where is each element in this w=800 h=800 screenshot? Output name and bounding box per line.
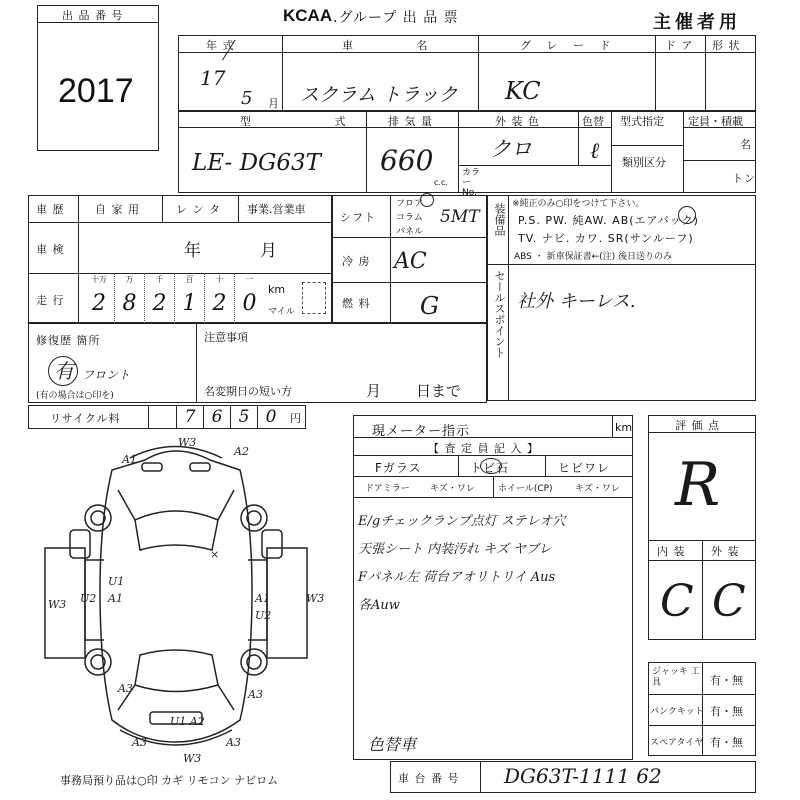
color-label: 外 装 色 xyxy=(495,115,540,128)
year-unit: 月 xyxy=(268,97,280,110)
mileage-unit-label: 十 xyxy=(215,275,224,284)
mileage-digit: 1 xyxy=(182,291,197,316)
model-value: LE- DG63T xyxy=(192,150,321,176)
persons-unit: 名 xyxy=(740,138,752,151)
mirror-label: ドアミラー xyxy=(365,484,410,494)
interior-label: 内 装 xyxy=(657,545,686,558)
capacity-label: 定員・積載 xyxy=(688,115,743,128)
shift-panel[interactable]: パネル xyxy=(396,227,424,237)
sales-point-text: 社外 キーレス. xyxy=(517,291,636,312)
mileage-digit-cell xyxy=(234,273,264,323)
mileage-digit: 2 xyxy=(212,291,227,316)
spare-label: スペアタイヤ xyxy=(650,738,704,748)
diagram-mark-x: × xyxy=(210,548,220,561)
recycle-digits xyxy=(176,405,284,429)
inspection-label: 車 検 xyxy=(36,243,65,256)
history-option-rental[interactable]: レ ン タ xyxy=(176,203,221,216)
meter-unit: km xyxy=(615,421,633,434)
puncture-label: パンクキット xyxy=(650,707,704,717)
equipment-line2[interactable]: TV. ナビ. カワ. SR(サンルーフ) xyxy=(518,232,694,245)
doors-label: ド ア xyxy=(665,39,694,52)
inspection-month-unit: 月 xyxy=(260,241,277,261)
glass-crack[interactable]: ヒビワレ xyxy=(558,461,611,475)
inspector-header: 【 査 定 員 記 入 】 xyxy=(428,442,539,455)
diagram-mark-a3-right: A3 xyxy=(248,688,263,701)
repair-value-note: フロント xyxy=(82,368,131,382)
shift-label: シフト xyxy=(340,211,376,224)
color-code-value: ℓ xyxy=(590,139,600,164)
recycle-label: リサイクル料 xyxy=(50,412,121,425)
mileage-grid xyxy=(84,273,264,323)
inspector-footer-note: 色替車 xyxy=(368,735,417,754)
brand-logo: KCAA xyxy=(283,6,333,25)
diagram-mark-a3-bottom-left: A3 xyxy=(132,736,147,749)
mileage-digit-cell xyxy=(204,273,234,323)
repair-value: 有 xyxy=(54,359,74,383)
meter-label: 現メーター指示 xyxy=(372,424,471,439)
lot-label: 出 品 番 号 xyxy=(62,9,124,22)
spare-value[interactable]: 有・無 xyxy=(710,736,743,749)
diagram-footer: 事務局預り品は○印 カギ リモコン ナビロム xyxy=(60,774,279,787)
evaluation-score: R xyxy=(675,450,721,520)
tons-unit: トン xyxy=(732,172,756,185)
diagram-mark-w3-left: W3 xyxy=(48,598,67,611)
mileage-digit: 0 xyxy=(242,291,257,316)
colorno-label: カラー No. xyxy=(462,168,481,198)
class-label: 類別区分 xyxy=(622,156,666,169)
year-value: 17 xyxy=(200,66,226,90)
glass-label: Fガラス xyxy=(375,461,422,475)
recycle-unit: 円 xyxy=(290,412,302,425)
color-code-label: 色替 xyxy=(582,115,604,128)
evaluation-label: 評 価 点 xyxy=(675,419,720,432)
wheel-label: ホイール(CP) xyxy=(498,484,553,494)
jack-value[interactable]: 有・無 xyxy=(710,674,743,687)
body-label: 形 状 xyxy=(712,39,741,52)
inspector-note-2: 天張シート 内装汚れ キズ ヤブレ xyxy=(358,542,552,557)
equipment-note: ※純正のみ○印をつけて下さい。 xyxy=(512,199,645,209)
mileage-digit: 8 xyxy=(122,291,137,316)
mileage-label: 走 行 xyxy=(36,294,65,307)
mileage-digit-cell xyxy=(84,273,114,323)
color-value: クロ xyxy=(490,137,532,161)
exterior-grade: C xyxy=(712,576,746,627)
equipment-line3[interactable]: ABS ・ 新車保証書←(注) 後日送りのみ xyxy=(514,252,673,262)
chassis-value: DG63T-1111 62 xyxy=(504,764,662,788)
name-label: 車 名 xyxy=(342,39,458,52)
fuel-value: G xyxy=(420,292,440,320)
mileage-digit-cell xyxy=(174,273,204,323)
deadline-month: 月 xyxy=(366,382,382,400)
shift-floor[interactable]: フロア xyxy=(396,199,424,209)
recycle-digit: 6 xyxy=(203,405,230,429)
inspector-note-1: E/gチェックランプ点灯 ステレオ穴 xyxy=(358,514,566,529)
recycle-digit: 5 xyxy=(230,405,257,429)
mile-label: マイル xyxy=(268,307,295,317)
diagram-mark-a1-left: A1 xyxy=(108,592,123,605)
repair-label: 修復歴 箇所 xyxy=(36,334,101,347)
diagram-mark-top-w3: W3 xyxy=(178,436,197,449)
inspection-year-unit: 年 xyxy=(184,241,201,261)
year-label: 年 式 xyxy=(206,39,235,52)
month-value: 5 xyxy=(241,88,253,109)
shift-column[interactable]: コラム xyxy=(396,213,423,223)
equipment-line1[interactable]: P.S. PW. 純AW. AB(エアバック) xyxy=(518,214,699,227)
history-label: 車 歴 xyxy=(36,203,65,216)
brand-suffix: .グループ 出 品 票 xyxy=(333,10,459,26)
deadline-label: 名変期日の短い方 xyxy=(204,385,292,398)
mileage-digit-cell xyxy=(114,273,144,323)
history-option-private[interactable]: 自 家 用 xyxy=(95,203,140,216)
grade-label: グ レ ー ド xyxy=(520,39,617,52)
cc-unit: c.c. xyxy=(434,178,448,187)
car-damage-diagram[interactable] xyxy=(40,430,340,770)
diagram-mark-a3-bottom-right: A3 xyxy=(226,736,241,749)
mirror-value[interactable]: キズ・ワレ xyxy=(430,484,475,494)
mileage-unit-label: 百 xyxy=(185,275,194,284)
ac-value: AC xyxy=(394,249,427,274)
mileage-unit-label: 千 xyxy=(155,275,164,284)
shift-value: 5MT xyxy=(440,207,480,227)
diagram-mark-a3-left: A3 xyxy=(118,682,133,695)
ac-label: 冷 房 xyxy=(342,255,371,268)
diagram-mark-u2-left: U2 xyxy=(80,592,97,605)
puncture-value[interactable]: 有・無 xyxy=(710,705,743,718)
equipment-label: 装備品 xyxy=(493,203,506,236)
mileage-digit-cell xyxy=(144,273,174,323)
mileage-digit: 2 xyxy=(92,291,106,316)
inspector-note-4: 各Auw xyxy=(358,598,400,613)
recycle-digit: 0 xyxy=(257,405,284,429)
diagram-mark-a1-right: A1 xyxy=(255,592,270,605)
lot-number: 2017 xyxy=(58,72,134,110)
mileage-unit-label: 十万 xyxy=(91,275,107,284)
model-label: 型 式 xyxy=(240,115,386,128)
diagram-mark-u2-right: U2 xyxy=(255,609,272,622)
km-checkbox[interactable] xyxy=(302,282,326,314)
grade-value: KC xyxy=(505,77,541,105)
car-name: スクラム トラック xyxy=(300,84,458,106)
diagram-mark-w3-right: W3 xyxy=(306,592,325,605)
sales-point-label: セールスポイント xyxy=(493,270,506,358)
diagram-mark-a2-top-right: A2 xyxy=(234,445,249,458)
inspector-note-3: Fパネル左 荷台アオリトリイ Aus xyxy=(358,570,556,585)
wheel-value[interactable]: キズ・ワレ xyxy=(575,484,620,494)
displacement-label: 排 気 量 xyxy=(388,115,433,128)
deadline-day: 日まで xyxy=(416,382,462,400)
displacement-value: 660 xyxy=(380,144,434,177)
mileage-digit: 2 xyxy=(152,291,167,316)
glass-chip[interactable]: トビ石 xyxy=(470,461,510,475)
jack-label: ジャッキ 工 具 xyxy=(652,667,700,688)
mileage-unit-label: 一 xyxy=(245,275,254,284)
km-label: km xyxy=(268,283,286,296)
repair-hint: (有の場合は○印を) xyxy=(36,391,114,401)
diagram-mark-a1-top-left: A1 xyxy=(122,453,137,466)
exterior-label: 外 装 xyxy=(711,545,740,558)
history-option-business[interactable]: 事業.営業車 xyxy=(247,203,306,216)
interior-grade: C xyxy=(660,576,694,627)
diagram-mark-u1a2: U1 A2 xyxy=(170,715,205,728)
fuel-label: 燃 料 xyxy=(342,297,371,310)
mileage-unit-label: 万 xyxy=(125,275,134,284)
notes-label: 注意事項 xyxy=(204,331,248,344)
diagram-mark-u1-left: U1 xyxy=(108,575,125,588)
recycle-digit: 7 xyxy=(176,405,203,429)
chassis-label: 車 台 番 号 xyxy=(398,772,460,785)
type-spec-label: 型式指定 xyxy=(620,115,664,128)
diagram-mark-w3-bottom: W3 xyxy=(183,752,202,765)
copy-type: 主催者用 xyxy=(653,12,741,33)
